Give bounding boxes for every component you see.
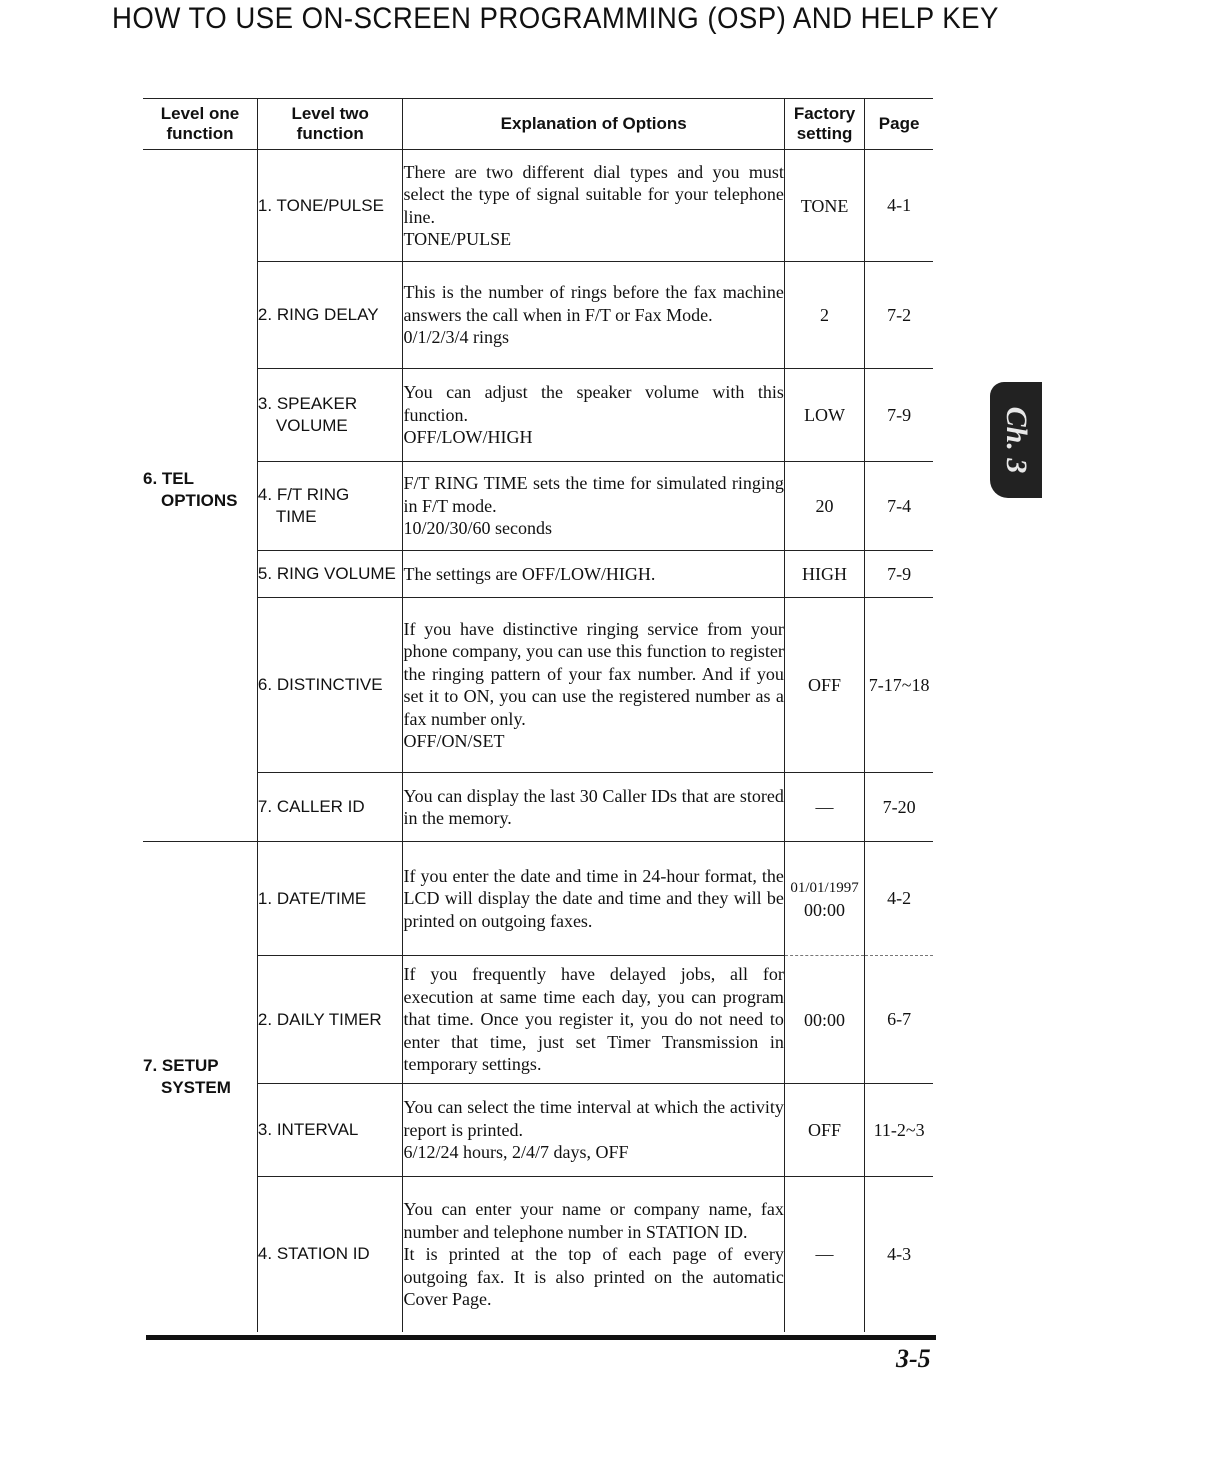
chapter-tab-label: Ch. 3 [1000, 406, 1033, 474]
level-two-ft-ring-time: 4. F/T RING TIME [257, 462, 403, 551]
table-row [143, 1177, 933, 1332]
level-two-date-time: 1. DATE/TIME [257, 842, 403, 956]
level-two-tone-pulse: 1. TONE/PULSE [257, 150, 403, 262]
level-two-distinctive: 6. DISTINCTIVE [257, 598, 403, 773]
explanation-cell: If you have distinctive ringing service from your phone company, you can use this function to register the ringing pattern of your fax number. And if you set it to ON, you can use the registered number as a fax number only. OFF/ON/SET [403, 598, 784, 773]
factory-setting-cell: — [784, 773, 864, 842]
table-row [143, 262, 933, 369]
level-one-label: 7. SETUP [143, 1055, 219, 1075]
level-two-daily-timer: 2. DAILY TIMER [257, 956, 403, 1084]
explanation-cell: F/T RING TIME sets the time for simulated ringing in F/T mode. 10/20/30/60 seconds [403, 462, 784, 551]
factory-setting-cell: 2 [784, 262, 864, 369]
table-row [143, 551, 933, 598]
explanation-cell: The settings are OFF/LOW/HIGH. [403, 551, 784, 598]
level-two-ring-delay: 2. RING DELAY [257, 262, 403, 369]
level-two-station-id: 4. STATION ID [257, 1177, 403, 1332]
level-two-speaker-volume: 3. SPEAKER VOLUME [257, 369, 403, 462]
level-one-label: 6. TEL [143, 468, 195, 488]
table-row [143, 369, 933, 462]
page-ref-cell: 6-7 [865, 956, 933, 1084]
page-ref-cell: 7-4 [865, 462, 933, 551]
bottom-rule [146, 1335, 936, 1340]
page-ref-cell: 4-3 [887, 1243, 912, 1264]
column-header-page: Page [865, 99, 933, 150]
page-ref-cell: 7-9 [865, 369, 933, 462]
page-ref-cell: 4-2 [865, 842, 933, 956]
osp-function-table [143, 98, 933, 1332]
explanation-cell: This is the number of rings before the fax machine answers the call when in F/T or Fax Mode. 0/1/2/3/4 rings [403, 262, 784, 369]
level-two-caller-id: 7. CALLER ID [257, 773, 403, 842]
table-row [143, 150, 933, 262]
level-one-tel-options [143, 150, 257, 842]
factory-setting-cell: TONE [784, 150, 864, 262]
table-row [143, 1084, 933, 1177]
column-header-factory-setting: Factory setting [784, 99, 864, 150]
factory-setting-cell: HIGH [784, 551, 864, 598]
page-number: 3-5 [896, 1344, 931, 1373]
explanation-cell: There are two different dial types and you must select the type of signal suitable for your telephone line. TONE/PULSE [403, 150, 784, 262]
factory-setting-cell: 01/01/1997 00:00 [784, 842, 864, 956]
explanation-cell: If you enter the date and time in 24-hour format, the LCD will display the date and time and they will be printed on outgoing faxes. [403, 842, 784, 956]
column-header-level-one: Level one function [143, 99, 257, 150]
page-ref-cell: 7-17~18 [865, 598, 933, 773]
column-header-level-two: Level two function [257, 99, 403, 150]
explanation-cell: You can display the last 30 Caller IDs that are stored in the memory. [403, 773, 784, 842]
chapter-tab [990, 382, 1042, 498]
factory-setting-cell: — [784, 1177, 864, 1332]
page-ref-cell: 7-20 [865, 773, 933, 842]
page-ref-cell: 7-2 [865, 262, 933, 369]
explanation-cell: You can select the time interval at which the activity report is printed. 6/12/24 hours, 2/4/7 days, OFF [403, 1084, 784, 1177]
explanation-cell: You can enter your name or company name, fax number and telephone number in STATION ID. It is printed at the top of each page of every outgoing fax. It is also printed on the automatic Cover Page. [403, 1177, 784, 1332]
explanation-cell: If you frequently have delayed jobs, all for execution at same time each day, you can program that time. Once you register it, you do not need to enter that time, just set Timer Transmission in temporary settings. [403, 956, 784, 1084]
level-two-interval: 3. INTERVAL [257, 1084, 403, 1177]
explanation-cell: You can adjust the speaker volume with this function. OFF/LOW/HIGH [403, 369, 784, 462]
level-two-ring-volume: 5. RING VOLUME [257, 551, 403, 598]
table-header-row [143, 99, 933, 150]
table-row [143, 956, 933, 1084]
level-one-label-cont: OPTIONS [161, 490, 238, 510]
factory-setting-cell: 20 [784, 462, 864, 551]
table-row [143, 462, 933, 551]
page-header-title: HOW TO USE ON-SCREEN PROGRAMMING (OSP) AND HELP KEY [112, 2, 999, 35]
page-ref-cell: 11-2~3 [865, 1084, 933, 1177]
factory-setting-cell: OFF [784, 1084, 864, 1177]
level-one-label-cont: SYSTEM [161, 1077, 231, 1097]
table-row [143, 598, 933, 773]
column-header-explanation: Explanation of Options [403, 99, 784, 150]
level-one-setup-system [143, 842, 257, 1332]
table-row [143, 773, 933, 842]
factory-setting-cell: OFF [784, 598, 864, 773]
factory-setting-cell: 00:00 [784, 956, 864, 1084]
page-ref-cell: 7-9 [865, 551, 933, 598]
table-row [143, 842, 933, 956]
factory-setting-cell: LOW [784, 369, 864, 462]
page-ref-cell: 4-1 [865, 150, 933, 262]
